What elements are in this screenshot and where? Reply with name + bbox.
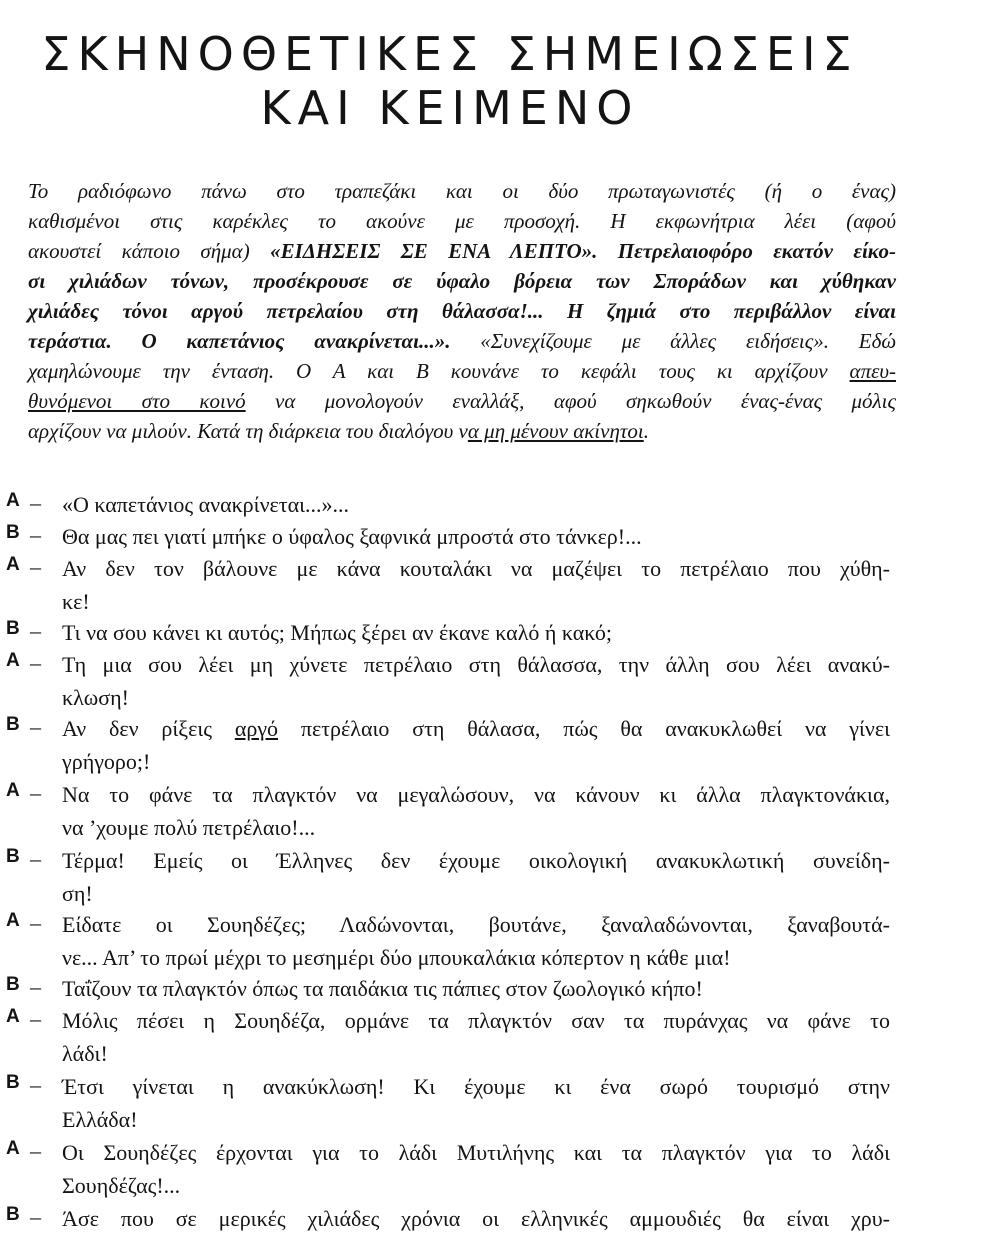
dash: – bbox=[30, 554, 41, 579]
dialogue-line bbox=[62, 714, 890, 744]
speaker-label: A bbox=[6, 1006, 20, 1027]
dialogue-text: πετρέλαιο στη θάλασα, πώς θα ανακυκλωθεί να γίνει bbox=[278, 716, 891, 741]
dialogue-line: Τέρμα! Εμείς οι Έλληνες δεν έχουμε οικολογική ανακυκλωτική συνείδη- bbox=[62, 848, 890, 873]
dash: – bbox=[30, 522, 41, 547]
speaker-label: B bbox=[6, 846, 20, 867]
page-title-line-1: ΣΚΗΝΟΘΕΤΙΚΕΣ ΣΗΜΕΙΩΣΕΙΣ bbox=[41, 27, 859, 81]
dialogue-line: γρήγορο;! bbox=[62, 749, 151, 774]
dialogue-line: «Ο καπετάνιος ανακρίνεται...»... bbox=[62, 492, 350, 517]
speaker-label: A bbox=[6, 650, 20, 671]
dialogue-line: Άσε που σε μερικές χιλιάδες χρόνια οι ελληνικές αμμουδιές θα είναι χρυ- bbox=[62, 1206, 890, 1231]
stage-news-bold: τεράστια. Ο καπετάνιος ανακρίνεται...». bbox=[28, 329, 451, 353]
stage-line bbox=[28, 326, 896, 356]
speaker-label: B bbox=[6, 1072, 20, 1093]
dialogue-line: Τη μια σου λέει μη χύνετε πετρέλαιο στη θάλασσα, την άλλη σου λέει ανακύ- bbox=[62, 652, 890, 677]
dash: – bbox=[30, 846, 41, 871]
stage-underline: απευ- bbox=[849, 359, 896, 383]
dash: – bbox=[30, 714, 41, 739]
dash: – bbox=[30, 618, 41, 643]
dash: – bbox=[30, 974, 41, 999]
speaker-label: B bbox=[6, 522, 20, 543]
dash: – bbox=[30, 910, 41, 935]
stage-text: «Συνεχίζουμε με άλλες ειδήσεις». Εδώ bbox=[450, 329, 896, 353]
dialogue-line: Τι να σου κάνει κι αυτός; Μήπως ξέρει αν έκανε καλό ή κακό; bbox=[62, 620, 613, 645]
stage-text: χαμηλώνουμε την ένταση. Ο Α και Β κουνάνε το κεφάλι τους κι αρχίζουν bbox=[28, 359, 850, 383]
dialogue-line: ση! bbox=[62, 881, 93, 906]
dialogue-line: Ελλάδα! bbox=[62, 1107, 138, 1132]
stage-text: . bbox=[643, 419, 649, 443]
stage-line bbox=[28, 356, 896, 386]
dash: – bbox=[30, 650, 41, 675]
dialogue-line: Μόλις πέσει η Σουηδέζα, ορμάνε τα πλαγκτόν σαν τα πυράνχας να φάνε το bbox=[62, 1008, 890, 1033]
dialogue-line: Έτσι γίνεται η ανακύκλωση! Κι έχουμε κι ένα σωρό τουρισμό στην bbox=[62, 1074, 890, 1099]
stage-news-line: χιλιάδες τόνοι αργού πετρελαίου στη θάλασσα!... Η ζημιά στο περιβάλλον είναι bbox=[28, 299, 896, 323]
speaker-label: A bbox=[6, 1138, 20, 1159]
speaker-label: A bbox=[6, 780, 20, 801]
stage-text: να μονολογούν εναλλάξ, αφού σηκωθούν ένας-ένας μόλις bbox=[245, 389, 896, 413]
stage-news-line: σι χιλιάδων τόνων, προσέκρουσε σε ύφαλο βόρεια των Σποράδων και χύθηκαν bbox=[28, 269, 896, 293]
dash: – bbox=[30, 780, 41, 805]
speaker-label: B bbox=[6, 618, 20, 639]
stage-line: καθισμένοι στις καρέκλες το ακούνε με προσοχή. Η εκφωνήτρια λέει (αφού bbox=[28, 209, 896, 233]
dialogue-line: Αν δεν τον βάλουνε με κάνα κουταλάκι να μαζέψει το πετρέλαιο που χύθη- bbox=[62, 556, 890, 581]
dialogue-line: να ’χουμε πολύ πετρέλαιο!... bbox=[62, 815, 316, 840]
stage-line bbox=[28, 236, 896, 266]
dialogue-line: Είδατε οι Σουηδέζες; Λαδώνονται, βουτάνε, ξαναλαδώνονται, ξαναβουτά- bbox=[62, 912, 890, 937]
stage-line: Το ραδιόφωνο πάνω στο τραπεζάκι και οι δύο πρωταγωνιστές (ή ο ένας) bbox=[28, 179, 896, 203]
page-title-line-2: ΚΑΙ ΚΕΙΜΕΝΟ bbox=[260, 81, 640, 135]
stage-underline: α μη μένουν ακίνητοι bbox=[467, 419, 644, 443]
dialogue-text: Αν δεν ρίξεις bbox=[62, 716, 235, 741]
stage-text: αρχίζουν να μιλούν. Κατά τη διάρκεια του διαλόγου ν bbox=[28, 419, 468, 443]
stage-line bbox=[28, 386, 896, 416]
speaker-label: A bbox=[6, 490, 20, 511]
dialogue-line: Να το φάνε τα πλαγκτόν να μεγαλώσουν, να κάνουν κι άλλα πλαγκτονάκια, bbox=[62, 782, 890, 807]
dialogue-line: Σουηδέζας!... bbox=[62, 1173, 181, 1198]
speaker-label: A bbox=[6, 910, 20, 931]
speaker-label: B bbox=[6, 714, 20, 735]
dialogue-line: κε! bbox=[62, 589, 90, 614]
dash: – bbox=[30, 490, 41, 515]
dash: – bbox=[30, 1006, 41, 1031]
stage-directions bbox=[28, 176, 896, 446]
dash: – bbox=[30, 1072, 41, 1097]
speaker-label: B bbox=[6, 1204, 20, 1225]
dialogue-line: Οι Σουηδέζες έρχονται για το λάδι Μυτιλήνης και τα πλαγκτόν για το λάδι bbox=[62, 1140, 890, 1165]
dialogue-line: νε... Απ’ το πρωί μέχρι το μεσημέρι δύο μπουκαλάκια κόπερτον η κάθε μια! bbox=[62, 945, 731, 970]
speaker-label: B bbox=[6, 974, 20, 995]
stage-text: ακουστεί κάποιο σήμα) bbox=[28, 239, 271, 263]
underlined-word: αργό bbox=[234, 716, 279, 741]
stage-line bbox=[28, 416, 896, 446]
dialogue-line: Θα μας πει γιατί μπήκε ο ύφαλος ξαφνικά μπροστά στο τάνκερ!... bbox=[62, 524, 642, 549]
stage-underline: θυνόμενοι στο κοινό bbox=[28, 389, 246, 413]
dialogue-line: Ταΐζουν τα πλαγκτόν όπως τα παιδάκια τις πάπιες στον ζωολογικό κήπο! bbox=[62, 976, 703, 1001]
dialogue-line: κλωση! bbox=[62, 685, 129, 710]
stage-news-bold: «ΕΙΔΗΣΕΙΣ ΣΕ ΕΝΑ ΛΕΠΤΟ». Πετρελαιοφόρο εκατόν είκο- bbox=[270, 239, 897, 263]
dash: – bbox=[30, 1204, 41, 1229]
dialogue-line: λάδι! bbox=[62, 1041, 108, 1066]
dash: – bbox=[30, 1138, 41, 1163]
speaker-label: A bbox=[6, 554, 20, 575]
